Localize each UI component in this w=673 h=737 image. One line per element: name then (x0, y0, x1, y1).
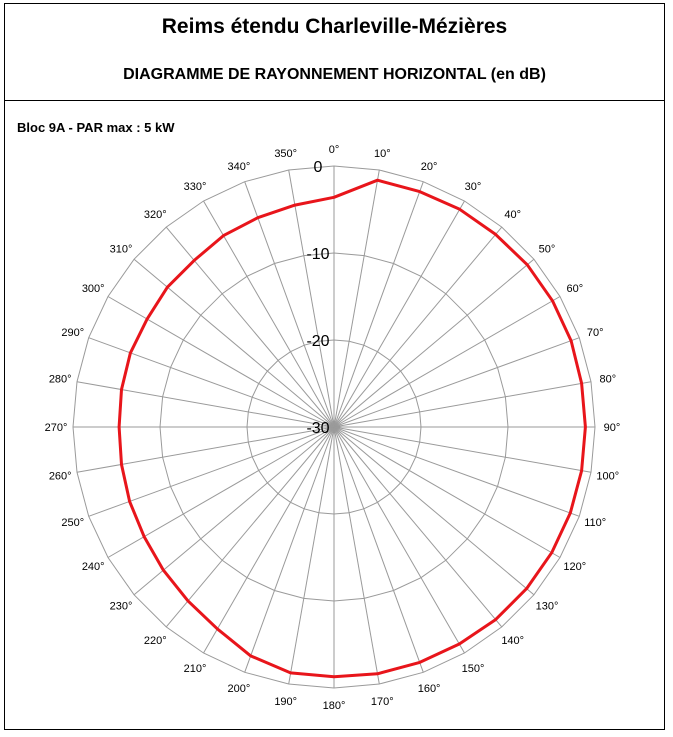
angle-label: 350° (274, 148, 298, 161)
series-point (584, 426, 586, 428)
grid-spoke (334, 227, 502, 427)
series-point (494, 233, 496, 235)
chart-title: Reims étendu Charleville-Mézières (161, 15, 508, 38)
grid-spoke (334, 427, 579, 516)
series-point (166, 286, 168, 288)
angle-label: 260° (48, 470, 72, 483)
grid-spoke (134, 259, 334, 427)
series-point (118, 426, 120, 428)
angle-label: 220° (143, 635, 167, 647)
series-point (193, 259, 195, 261)
angle-label: 110° (584, 517, 607, 530)
angle-label: 30° (464, 181, 482, 194)
angle-label: 330° (183, 181, 207, 194)
angle-label: 230° (109, 600, 133, 613)
grid-spoke (334, 259, 534, 427)
angle-label: 190° (274, 695, 298, 708)
angle-label: 240° (81, 561, 105, 573)
grid-spoke (334, 427, 502, 627)
angle-label: 90° (603, 422, 621, 434)
series-point (551, 552, 553, 554)
series-point (458, 643, 460, 645)
series-point (570, 340, 572, 342)
radial-tick-label: -10 (306, 246, 330, 263)
series-point (146, 318, 148, 320)
grid-spoke (245, 427, 334, 672)
grid-spoke (334, 427, 534, 595)
grid-spoke (89, 338, 334, 427)
chart-subtitle: DIAGRAMME DE RAYONNEMENT HORIZONTAL (en dB) (123, 66, 546, 83)
angle-label: 40° (504, 209, 522, 221)
angle-label: 170° (370, 695, 394, 708)
grid-spoke (334, 427, 423, 672)
angle-label: 250° (61, 517, 85, 530)
series-point (289, 672, 291, 674)
angle-label: 70° (586, 326, 604, 339)
series-point (187, 600, 189, 602)
angle-label: 160° (417, 683, 441, 696)
series-point (250, 655, 252, 657)
angle-label: 50° (538, 243, 556, 256)
series-point (120, 388, 122, 390)
series-point (129, 352, 131, 354)
series-point (257, 217, 259, 219)
series-point (128, 500, 130, 502)
grid-spoke (89, 427, 334, 516)
angle-label: 340° (227, 160, 251, 173)
series-point (526, 264, 528, 266)
series-point (216, 628, 218, 630)
series-point (525, 587, 527, 589)
grid-spoke (334, 338, 579, 427)
series-point (333, 196, 335, 198)
angle-label: 280° (48, 373, 72, 386)
series-point (143, 535, 145, 537)
radial-tick-label: -20 (306, 333, 330, 350)
series-point (580, 382, 582, 384)
series-point (459, 208, 461, 210)
angle-label: 270° (44, 422, 68, 434)
angle-label: 180° (322, 700, 346, 712)
series-point (569, 512, 571, 514)
series-point (419, 190, 421, 192)
angle-label: 310° (109, 243, 133, 256)
series-point (222, 234, 224, 236)
angle-label: 100° (596, 470, 620, 483)
series-point (294, 204, 296, 206)
angle-label: 120° (563, 561, 587, 573)
angle-label: 60° (566, 283, 584, 295)
grid-spoke (334, 182, 423, 427)
series-point (376, 179, 378, 181)
angle-label: 140° (501, 635, 525, 647)
series-legend-label: Bloc 9A - PAR max : 5 kW (17, 120, 175, 135)
series-point (376, 673, 378, 675)
angle-label: 130° (535, 600, 559, 613)
series-point (333, 676, 335, 678)
angle-label: 290° (61, 326, 85, 339)
angle-label: 300° (81, 283, 105, 295)
angle-label: 210° (183, 662, 207, 675)
angle-label: 0° (328, 144, 340, 156)
series-point (494, 618, 496, 620)
series-point (551, 300, 553, 302)
grid-spoke (166, 427, 334, 627)
radial-tick-label: 0 (313, 159, 323, 176)
polar-grid (73, 166, 595, 688)
angle-label: 320° (143, 209, 167, 221)
angle-label: 10° (373, 148, 391, 161)
series-point (162, 569, 164, 571)
angle-label: 20° (420, 160, 438, 173)
angle-label: 80° (599, 373, 617, 386)
radial-tick-label: -30 (306, 420, 330, 437)
series-point (580, 470, 582, 472)
series-point (120, 463, 122, 465)
angle-label: 200° (227, 683, 251, 696)
series-point (419, 661, 421, 663)
angle-label: 150° (461, 662, 485, 675)
